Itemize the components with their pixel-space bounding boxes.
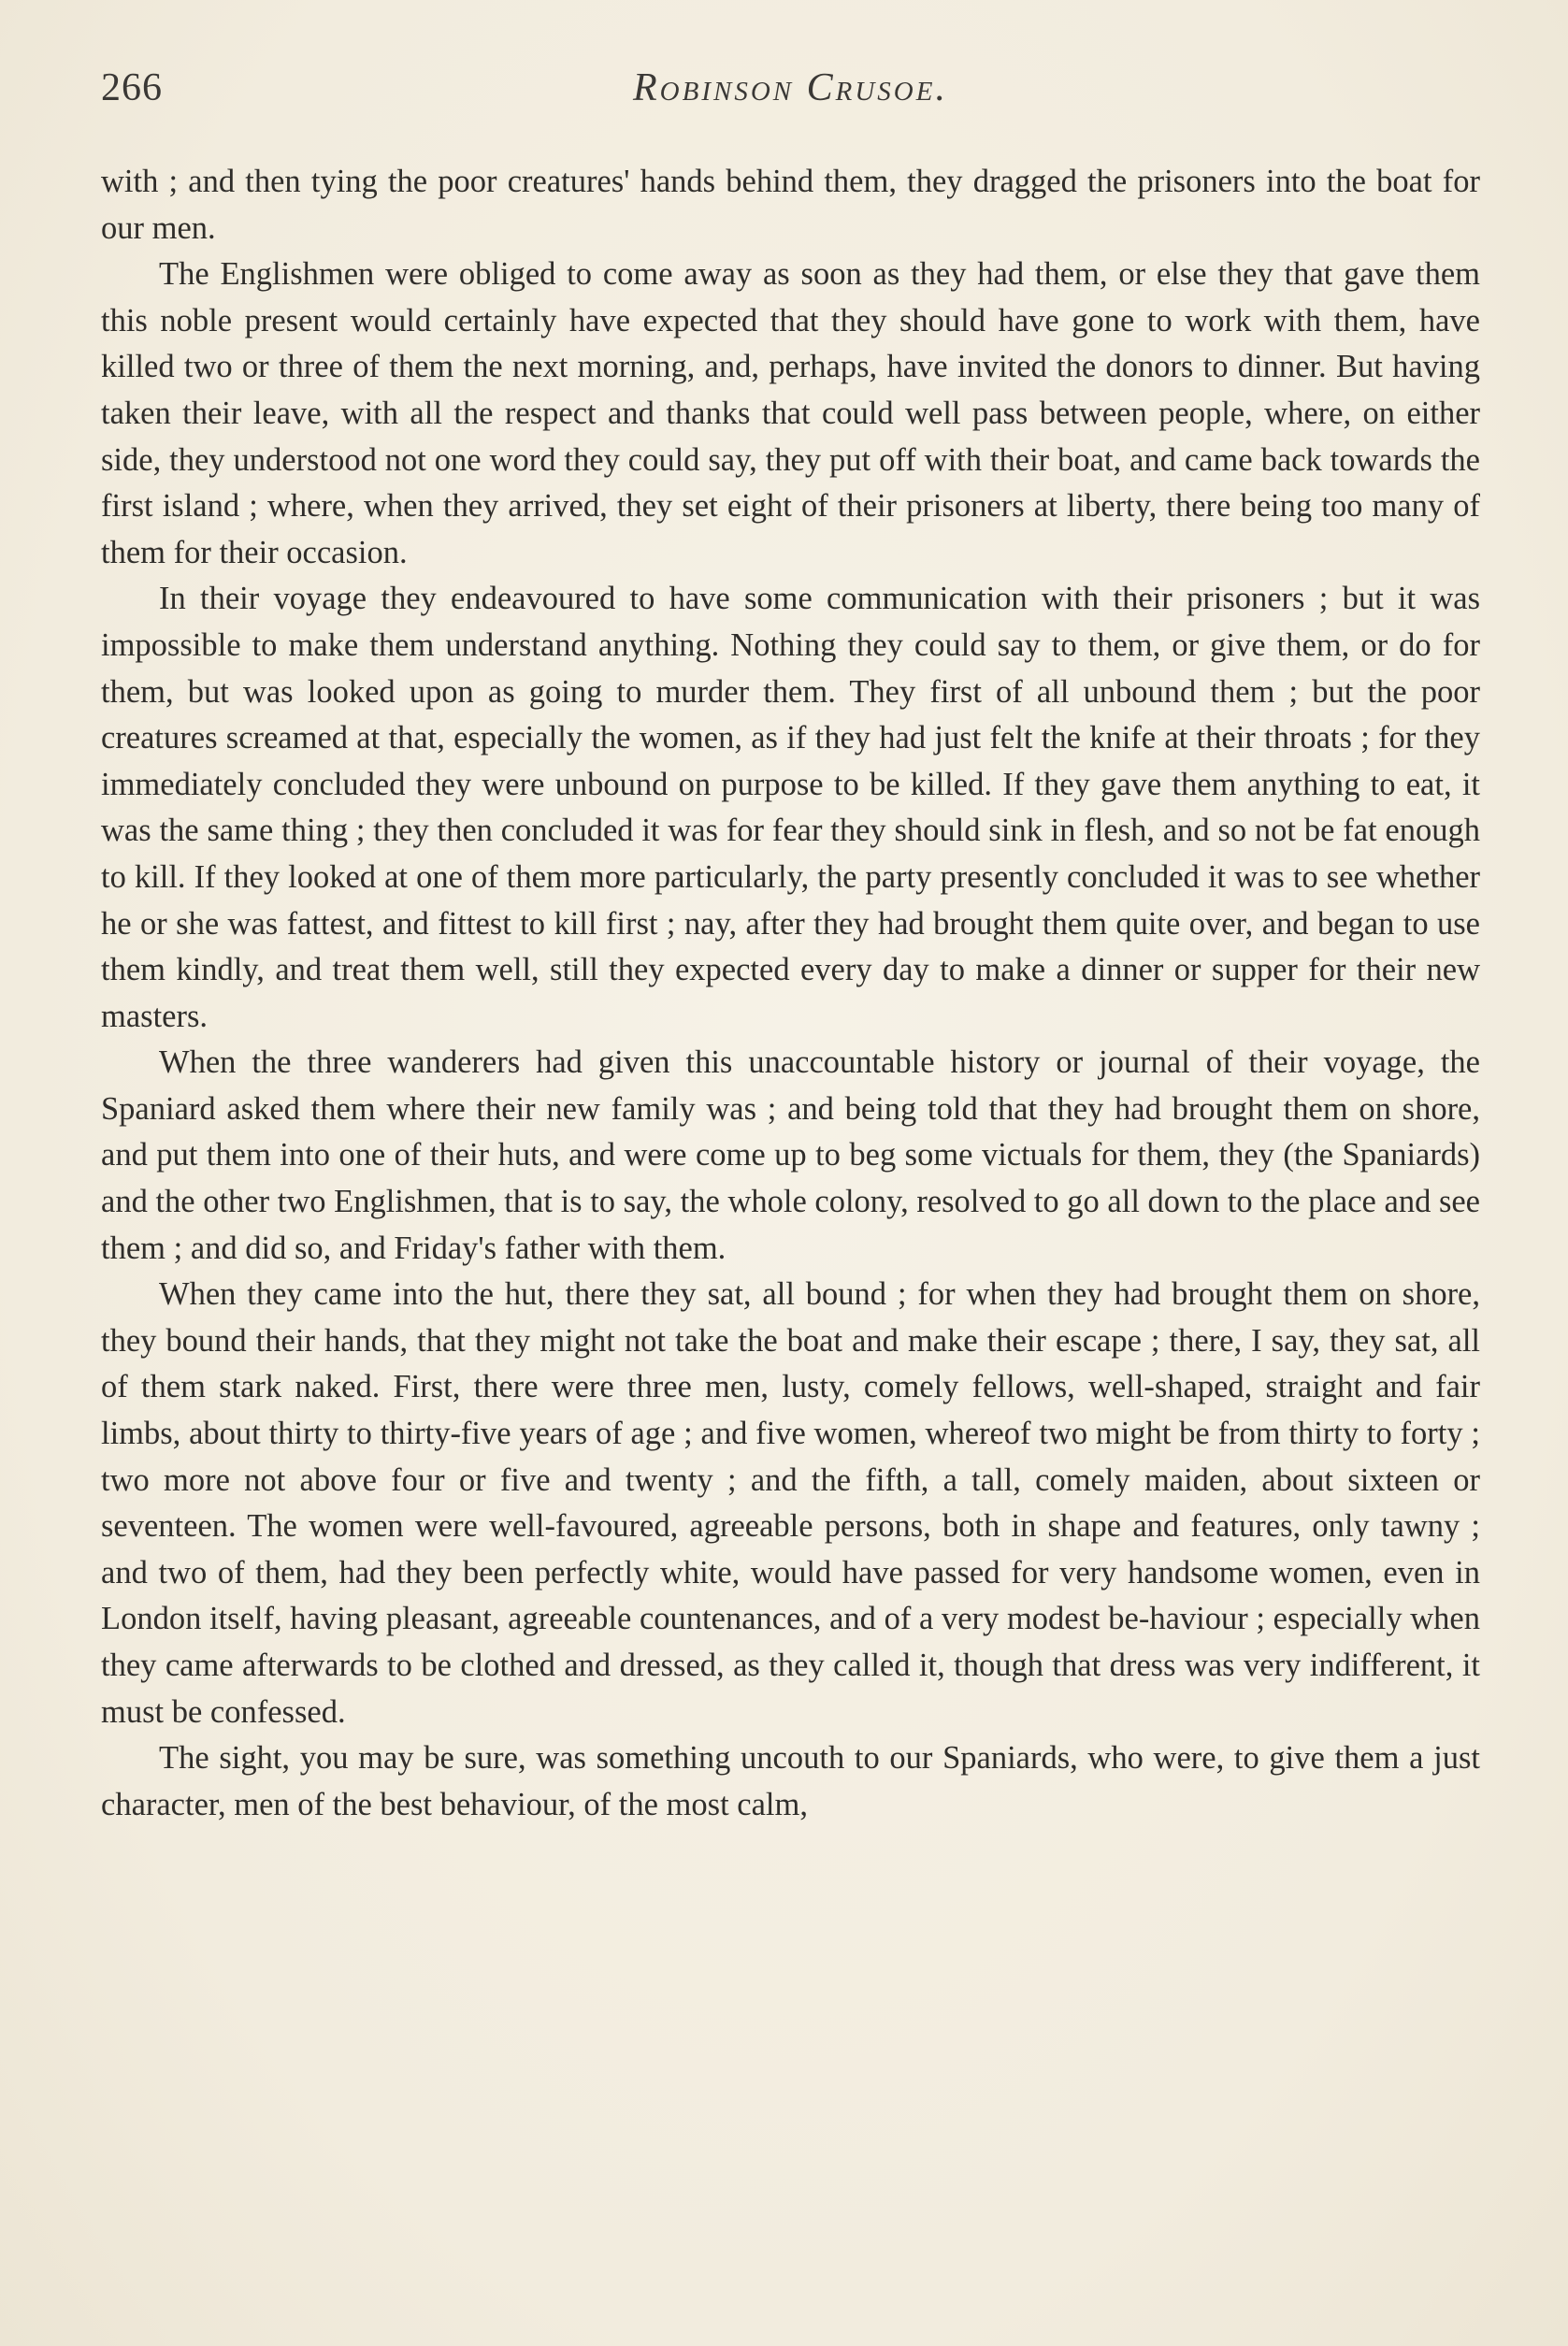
running-title: Robinson Crusoe. bbox=[633, 66, 948, 109]
paragraph: The sight, you may be sure, was something uncouth to our Spaniards, who were, to give them a just character, men of the best behaviour, of the most calm, bbox=[101, 1740, 1480, 1822]
paragraph: When the three wanderers had given this unaccountable history or journal of their voyage, the Spaniard asked them where their new family was ; and being told that they had brought them on shore, and put them into one of their huts, and were come up to beg some victuals for them, they (the Spaniards) and the other two Englishmen, that is to say, the whole colony, resolved to go all down to the place and see them ; and did so, and Friday's father with them. bbox=[101, 1044, 1480, 1266]
paragraph: The Englishmen were obliged to come away as soon as they had them, or else they that gave them this noble present would certainly have expected that they should have gone to work with them, have killed two or three of them the next morning, and, perhaps, have invited the donors to dinner. But having taken their leave, with all the respect and thanks that could well pass between people, where, on either side, they understood not one word they could say, they put off with their boat, and came back towards the first island ; where, when they arrived, they set eight of their prisoners at liberty, there being too many of them for their occasion. bbox=[101, 256, 1480, 570]
body-text bbox=[101, 159, 1480, 1828]
paragraph-continued: with ; and then tying the poor creatures' hands behind them, they dragged the prisoners into the boat for our men. bbox=[101, 164, 1480, 246]
page-number: 266 bbox=[101, 66, 163, 109]
page-header bbox=[101, 65, 1480, 122]
paragraph: In their voyage they endeavoured to have some communication with their prisoners ; but it was impossible to make them understand anything. Nothing they could say to them, or give them, or do for them, but was looked upon as going to murder them. They first of all unbound them ; but the poor creatures screamed at that, especially the women, as if they had just felt the knife at their throats ; for they immediately concluded they were unbound on purpose to be killed. If they gave them anything to eat, it was the same thing ; they then concluded it was for fear they should sink in flesh, and so not be fat enough to kill. If they looked at one of them more particularly, the party presently concluded it was to see whether he or she was fattest, and fittest to kill first ; nay, after they had brought them quite over, and began to use them kindly, and treat them well, still they expected every day to make a dinner or supper for their new masters. bbox=[101, 581, 1480, 1034]
paragraph: When they came into the hut, there they sat, all bound ; for when they had brought them on shore, they bound their hands, that they might not take the boat and make their escape ; there, I say, they sat, all of them stark naked. First, there were three men, lusty, comely fellows, well-shaped, straight and fair limbs, about thirty to thirty-five years of age ; and five women, whereof two might be from thirty to forty ; two more not above four or five and twenty ; and the fifth, a tall, comely maiden, about sixteen or seventeen. The women were well-favoured, agreeable persons, both in shape and features, only tawny ; and two of them, had they been perfectly white, would have passed for very handsome women, even in London itself, having pleasant, agreeable countenances, and of a very modest be-haviour ; especially when they came afterwards to be clothed and dressed, as they called it, though that dress was very indifferent, it must be confessed. bbox=[101, 1276, 1480, 1730]
